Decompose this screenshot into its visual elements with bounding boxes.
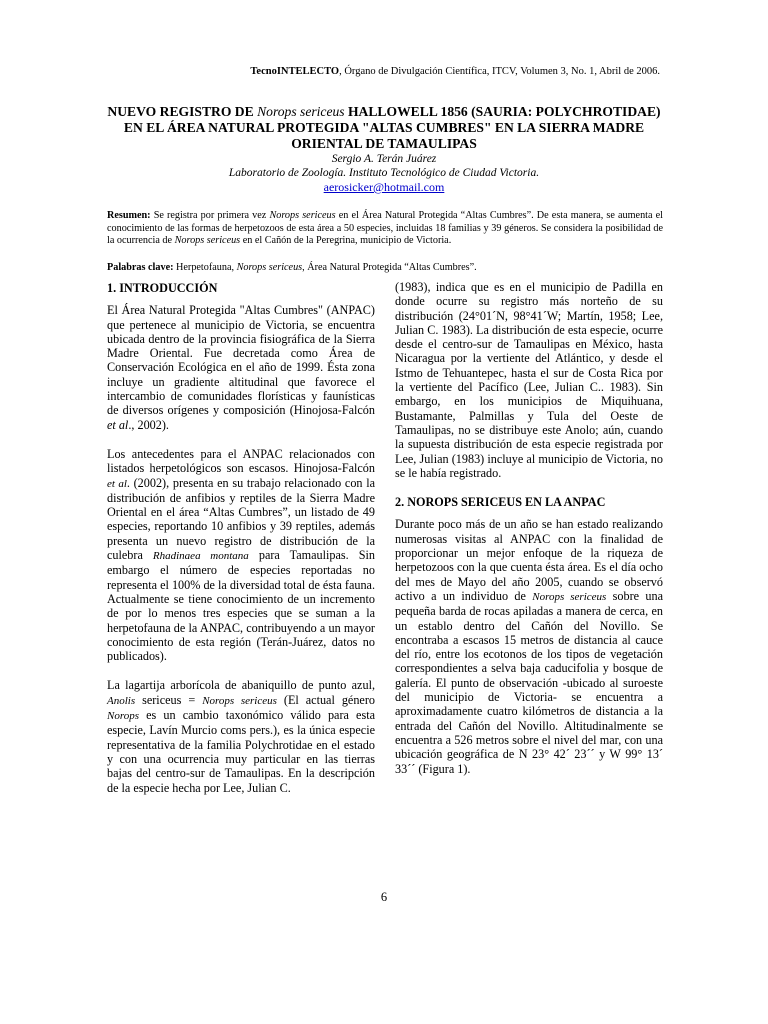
paper-title [100,104,668,152]
abstract [107,210,663,248]
paragraph [395,517,663,775]
paragraph-text: Durante poco más de un año se han estado realizando numerosas visitas al ANPAC con la finalidad de proporcionar un mejor enfoque de la riqueza de herpetozoos con la que cuenta ésta área. Es el día ocho del mes de Mayo del año 2005, cuando se observó activo a un individuo de [395,517,663,603]
genus-name: Norops [107,710,139,723]
paragraph [107,303,375,432]
title-block [100,104,668,194]
species-name: Rhadinaea montana [152,550,249,563]
paragraph-text: ., 2002). [128,417,169,432]
abstract-text: en el Cañón de la Peregrina, municipio de Victoria. [240,235,452,247]
author-email-link[interactable]: aerosicker@hotmail.com [323,180,445,194]
keywords-label: Palabras clave: [107,262,174,273]
left-column [107,280,375,810]
abstract-label: Resumen: [107,210,151,221]
paragraph-text: . (2002), presenta en su trabajo relacionado con la distribución de anfibios y reptiles de la Sierra Madre Oriental en el área “Altas Cumbres”, un listado de 49 especies, reportando 10 anfibios y 39 reptiles, además presenta un nuevo registro de distribución de la culebra [107,475,375,563]
right-column [395,280,663,791]
species-name: Norops sericeus [269,210,336,221]
et-al: et al [107,417,129,432]
journal-details: , Órgano de Divulgación Científica, ITCV, Volumen 3, No. 1, Abril de 2006. [339,66,660,77]
genus-name: Anolis [107,694,136,707]
keywords-text: , Área Natural Protegida “Altas Cumbres”. [302,262,477,273]
paragraph [107,678,375,794]
page-number: 6 [380,890,388,904]
title-part: NUEVO REGISTRO DE [107,104,258,119]
section-heading-norops: 2. NOROPS SERICEUS EN LA ANPAC [395,495,606,510]
species-name: Norops sericeus [236,262,303,273]
title-part: HALLOWELL 1856 (SAURIA: POLYCHROTIDAE) EN EL ÁREA NATURAL PROTEGIDA "ALTAS CUMBRES" EN LA SIERRA MADRE ORIENTAL DE TAMAULIPAS [123,104,661,151]
species-name: Norops sericeus [202,694,277,707]
paragraph-text: para Tamaulipas. Sin embargo el número de especies reportadas no representa el 100% de la diversidad total de ésta fauna. Actualmente se tiene conocimiento de un incremento de por lo menos tres especies que se suman a la herpetofauna de la ANPAC, contribuyendo a un mayor conocimiento de esta región (Terán-Juárez, datos no publicados). [107,548,376,664]
paragraph-text: sobre una pequeña barda de rocas apiladas a manera de cerca, en un establo dentro del Cañón del Novillo. Se encontraba a escasos 15 metros de distancia al cauce del río, entre los ecotonos de los tipos de vegetación correspondientes a selva baja caducifolia y bosque de galería. El punto de observación -ubicado al suroeste del municipio de Victoria- se encuentra a aproximadamente cuatro kilómetros de distancia a la entrada del Cañón del Novillo. Altitudinalmente se encuentra a 526 metros sobre el nivel del mar, con una ubicación geográfica de N 23° 42´ 23´´ y W 99° 13´ 33´´ (Figura 1). [395,588,663,776]
paragraph-text: El Área Natural Protegida "Altas Cumbres" (ANPAC) que pertenece al municipio de Victoria, se encuentra ubicada dentro de la provincia fisiográfica de la Sierra Madre Oriental. Fue decretada como Área de Conservación Ecológica en el año de 1999. Ésta zona incluye un gradiente altitudinal que favorece el intercambio de comunidades florísticas y faunísticas de diversos orígenes y composición (Hinojosa-Falcón [107,303,375,418]
paragraph-text: La lagartija arborícola de abaniquillo de punto azul, [107,678,375,693]
paragraph: (1983), indica que es en el municipio de Padilla en donde ocurre su registro más norteño de su distribución (24°01´N, 98°41´W; Martín, 1958; Lee, Julian C. 1983). La distribución de esta especie, ocurre desde el centro-sur de Tamaulipas en México, hasta Nicaragua por la vertiente del Atlántico, y desde el Istmo de Tehuantepec, hasta el sur de Costa Rica por la vertiente del Pacífico (Lee, Julian C.. 1983). Sin embargo, en los municipios de Miquihuana, Bustamante, Palmillas y Tula del Oeste de Tamaulipas, no se distribuye este Anolo; aún, cuando la supuesta distribución de esta especie registrada por Lee, Julian (1983) incluye al municipio de Victoria, no se le había registrado. [395,280,663,480]
author-affiliation: Laboratorio de Zoología. Instituto Tecnológico de Ciudad Victoria. [228,167,540,179]
abstract-text: en el Área Natural Protegida “Altas Cumbres”. De esta manera, se aumenta el conocimiento de las formas de herpetozoos de esta área a 50 especies, incluidas 18 familias y 39 géneros. Se considera la posibilidad de la ocurrencia de [107,210,663,247]
section-heading-introduccion: 1. INTRODUCCIÓN [107,281,218,295]
running-header [0,66,660,77]
title-species: Norops sericeus [257,104,345,119]
species-name: Norops sericeus [174,235,241,247]
author-name: Sergio A. Terán Juárez [331,153,437,165]
species-name: Norops sericeus [532,590,607,603]
keywords-text: Herpetofauna, [173,262,237,273]
paragraph-text: sericeus = [135,692,203,707]
abstract-text: Se registra por primera vez [150,210,270,221]
paragraph-text: Los antecedentes para el ANPAC relacionados con listados herpetológicos son escasos. Hinojosa-Falcón [107,446,375,476]
paragraph-text: (El actual género [276,692,375,707]
keywords [107,262,663,273]
paragraph-text: es un cambio taxonómico válido para esta especie, Lavín Murcio coms pers.), es la única especie representativa de la familia Polychrotidae en el estado y con una ocurrencia muy particular en las tierras bajas del centro-sur de Tamaulipas. En la descripción de la especie hecha por Lee, Julian C. [107,708,375,795]
et-al: et al [107,477,127,490]
journal-name: TecnoINTELECTO [250,66,340,77]
paragraph [107,447,375,663]
